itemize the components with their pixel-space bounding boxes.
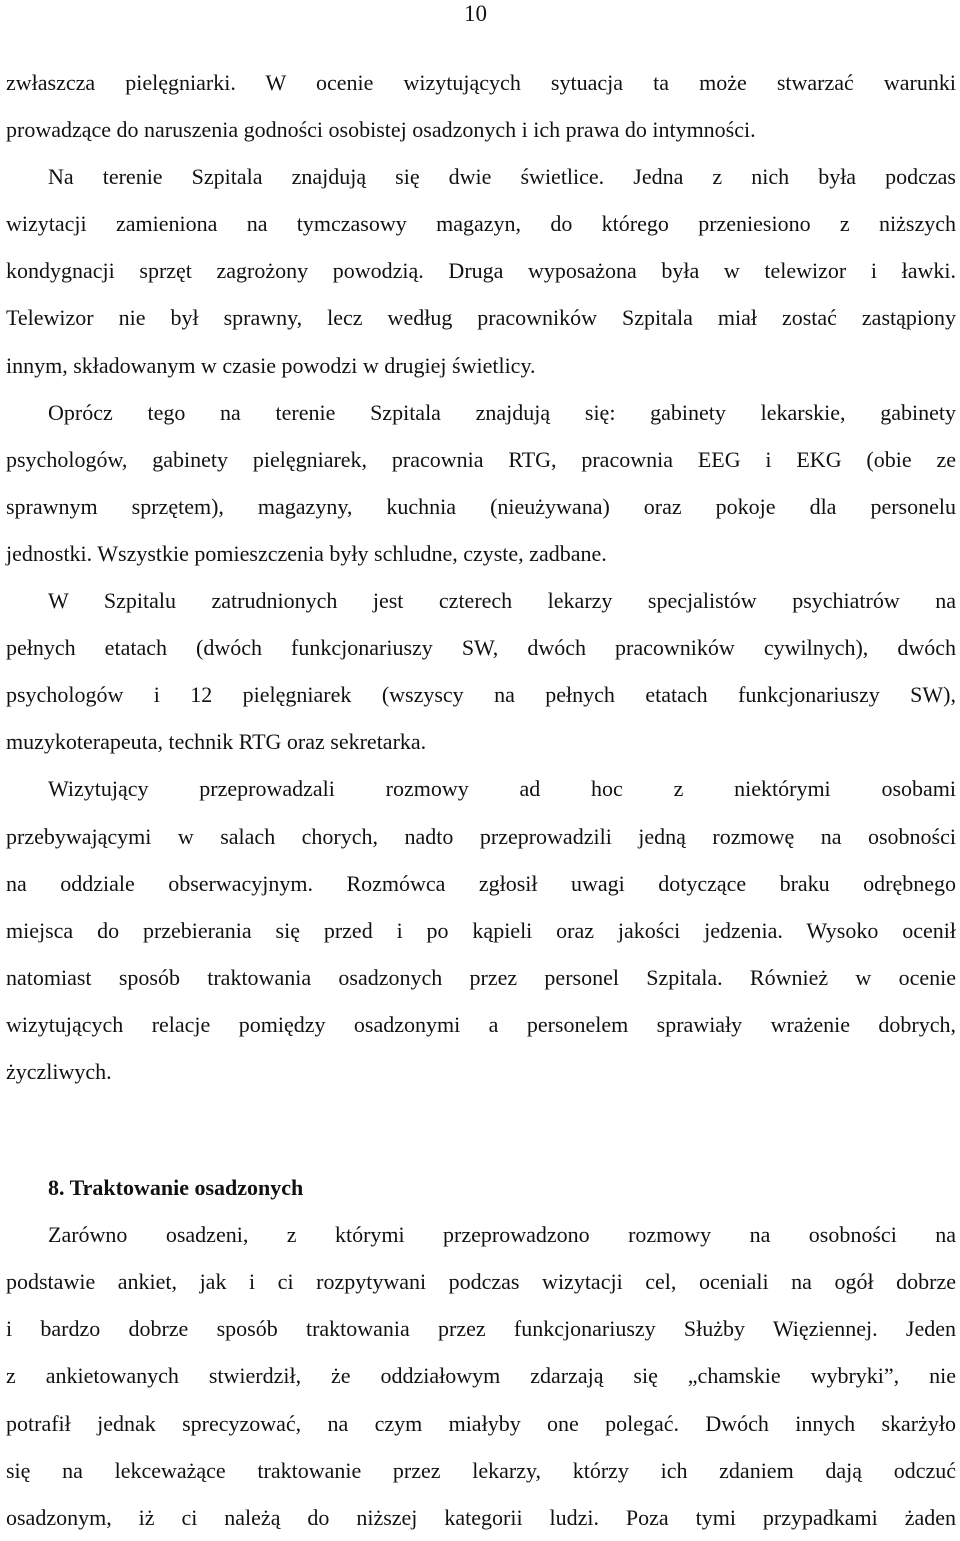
text-line: Zarówno osadzeni, z którymi przeprowadzono rozmowy na osobności na: [48, 1222, 956, 1248]
text-line: potrafił jednak sprecyzować, na czym miałyby one polegać. Dwóch innych skarżyło: [6, 1410, 956, 1436]
text-line: kondygnacji sprzęt zagrożony powodzią. Druga wyposażona była w telewizor i ławki.: [6, 258, 956, 284]
text-line: Na terenie Szpitala znajdują się dwie świetlice. Jedna z nich była podczas: [48, 164, 956, 190]
section-heading: 8. Traktowanie osadzonych: [48, 1175, 304, 1201]
text-line: na oddziale obserwacyjnym. Rozmówca zgłosił uwagi dotyczące braku odrębnego: [6, 870, 956, 896]
text-line: muzykoterapeuta, technik RTG oraz sekretarka.: [6, 729, 427, 755]
document-body: [6, 59, 956, 1541]
text-line: psychologów i 12 pielęgniarek (wszyscy na pełnych etatach funkcjonariuszy SW),: [6, 682, 956, 708]
text-line: przebywającymi w salach chorych, nadto przeprowadzili jedną rozmowę na osobności: [6, 823, 956, 849]
text-line: Telewizor nie był sprawny, lecz według pracowników Szpitala miał zostać zastąpiony: [6, 305, 956, 331]
paragraph: [6, 153, 956, 388]
text-line: W Szpitalu zatrudnionych jest czterech lekarzy specjalistów psychiatrów na: [48, 588, 956, 614]
text-line: psychologów, gabinety pielęgniarek, pracownia RTG, pracownia EEG i EKG (obie ze: [6, 446, 956, 472]
text-line: zwłaszcza pielęgniarki. W ocenie wizytujących sytuacja ta może stwarzać warunki: [6, 70, 956, 95]
text-line: się na lekceważące traktowanie przez lekarzy, którzy ich zdaniem dają odczuć: [6, 1457, 956, 1483]
text-line: wizytacji zamieniona na tymczasowy magazyn, do którego przeniesiono z niższych: [6, 211, 956, 237]
text-line: sprawnym sprzętem), magazyny, kuchnia (nieużywana) oraz pokoje dla personelu: [6, 493, 956, 519]
text-line: miejsca do przebierania się przed i po kąpieli oraz jakości jedzenia. Wysoko ocenił: [6, 917, 956, 943]
text-line: i bardzo dobrze sposób traktowania przez funkcjonariuszy Służby Więziennej. Jeden: [6, 1316, 956, 1342]
text-line: podstawie ankiet, jak i ci rozpytywani podczas wizytacji cel, oceniali na ogół dobrze: [6, 1269, 956, 1295]
text-line: osadzonym, iż ci należą do niższej kategorii ludzi. Poza tymi przypadkami żaden: [6, 1504, 956, 1530]
text-line: Wizytujący przeprowadzali rozmowy ad hoc z niektórymi osobami: [48, 776, 956, 802]
text-line: prowadzące do naruszenia godności osobistej osadzonych i ich prawa do intymności.: [6, 117, 756, 143]
paragraph: [6, 59, 956, 153]
text-line: wizytujących relacje pomiędzy osadzonymi a personelem sprawiały wrażenie dobrych,: [6, 1011, 956, 1037]
paragraph: [6, 1211, 956, 1541]
text-line: z ankietowanych stwierdził, że oddziałowym zdarzają się „chamskie wybryki”, nie: [6, 1363, 956, 1389]
paragraph: [6, 389, 956, 577]
paragraph: [6, 577, 956, 765]
page-number: 10: [464, 1, 487, 26]
text-line: innym, składowanym w czasie powodzi w drugiej świetlicy.: [6, 352, 536, 378]
text-line: natomiast sposób traktowania osadzonych przez personel Szpitala. Również w ocenie: [6, 964, 956, 990]
text-line: Oprócz tego na terenie Szpitala znajdują się: gabinety lekarskie, gabinety: [48, 399, 956, 425]
paragraph: [6, 765, 956, 1095]
text-line: pełnych etatach (dwóch funkcjonariuszy SW, dwóch pracowników cywilnych), dwóch: [6, 635, 956, 661]
text-line: jednostki. Wszystkie pomieszczenia były schludne, czyste, zadbane.: [6, 540, 607, 566]
text-line: życzliwych.: [6, 1058, 112, 1084]
